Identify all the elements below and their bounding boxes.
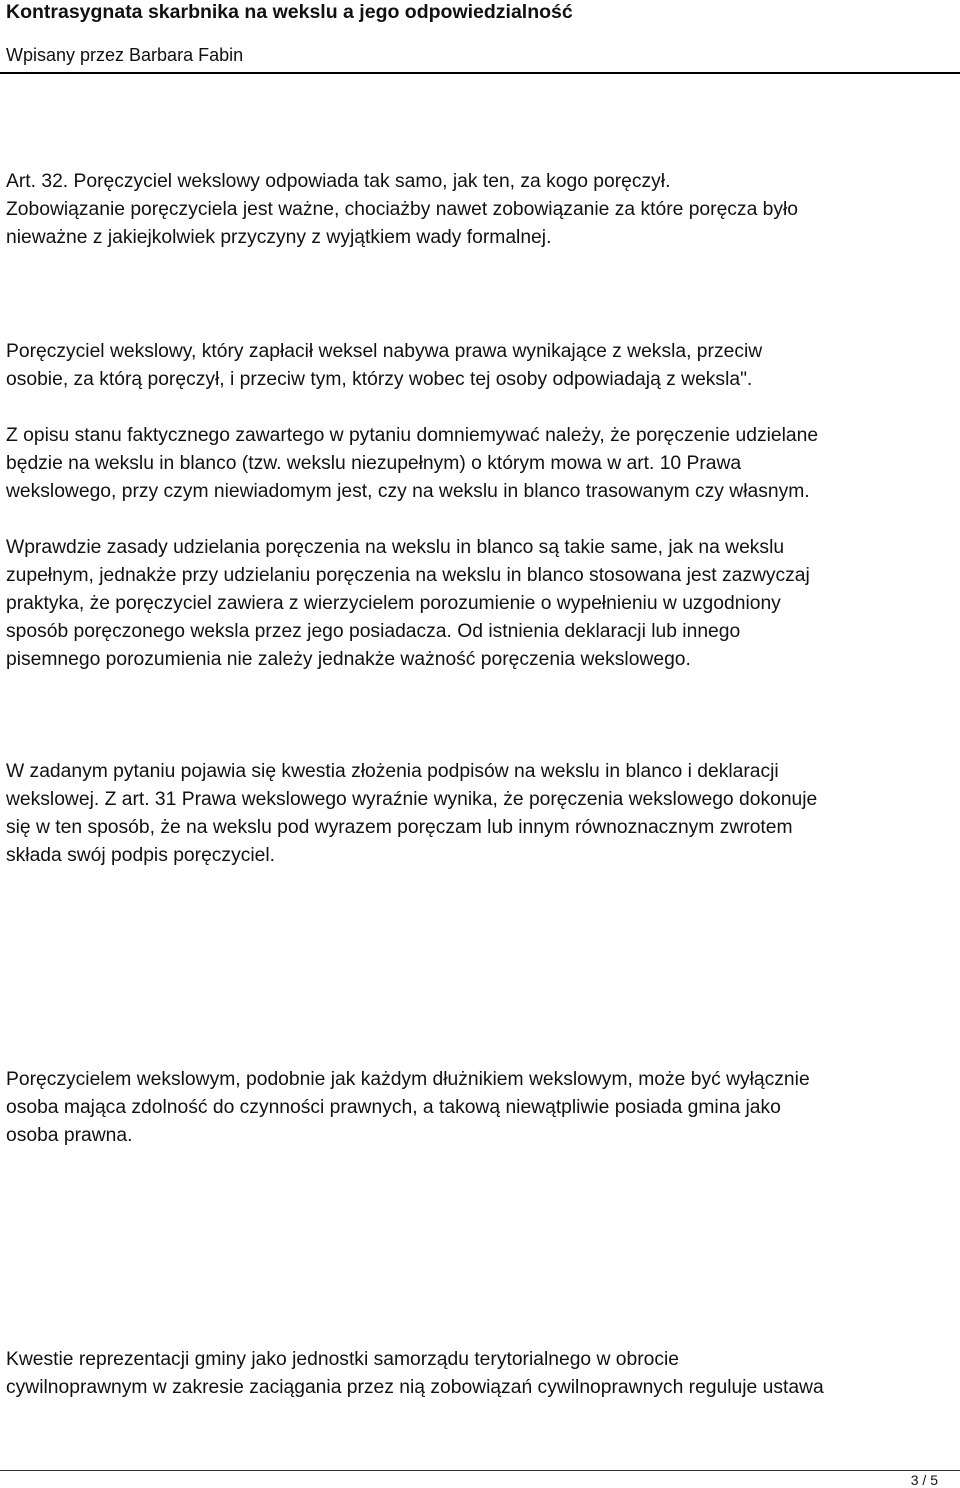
text-line: Poręczycielem wekslowym, podobnie jak każdym dłużnikiem wekslowym, może być wyłącznie [6, 1069, 810, 1090]
text-line: cywilnoprawnym w zakresie zaciągania przez nią zobowiązań cywilnoprawnych reguluje ustawa [6, 1377, 824, 1398]
text-line: osobie, za którą poręczył, i przeciw tym, którzy wobec tej osoby odpowiadają z weksla". [6, 369, 753, 390]
text-line: sposób poręczonego weksla przez jego posiadacza. Od istnienia deklaracji lub innego [6, 621, 741, 642]
text-line: Art. 32. Poręczyciel wekslowy odpowiada tak samo, jak ten, za kogo poręczył. [6, 171, 671, 192]
paragraph-poreczyciel-prawa [6, 338, 958, 394]
text-line: Poręczyciel wekslowy, który zapłacił weksel nabywa prawa wynikające z weksla, przeciw [6, 341, 763, 362]
text-line: Z opisu stanu faktycznego zawartego w pytaniu domniemywać należy, że poręczenie udzielane [6, 425, 819, 446]
document-title: Kontrasygnata skarbnika na wekslu a jego odpowiedzialność [6, 1, 573, 23]
document-header [0, 0, 960, 74]
page-number: 3 / 5 [910, 1472, 938, 1488]
paragraph-opis-stanu [6, 422, 958, 506]
text-line: Kwestie reprezentacji gminy jako jednostki samorządu terytorialnego w obrocie [6, 1349, 680, 1370]
text-line: wekslowej. Z art. 31 Prawa wekslowego wyraźnie wynika, że poręczenia wekslowego dokonuje [6, 789, 818, 810]
paragraph-zasady-poreczenia [6, 534, 958, 674]
text-line: składa swój podpis poręczyciel. [6, 845, 275, 866]
text-line: zupełnym, jednakże przy udzielaniu poręczenia na wekslu in blanco stosowana jest zazwyczaj [6, 565, 810, 586]
text-line: wekslowego, przy czym niewiadomym jest, czy na wekslu in blanco trasowanym czy własnym. [6, 481, 810, 502]
text-line: Zobowiązanie poręczyciela jest ważne, chociażby nawet zobowiązanie za które poręcza było [6, 199, 799, 220]
paragraph-art-32 [6, 168, 958, 252]
text-line: się w ten sposób, że na wekslu pod wyrazem poręczam lub innym równoznacznym zwrotem [6, 817, 793, 838]
text-line: nieważne z jakiejkolwiek przyczyny z wyjątkiem wady formalnej. [6, 227, 552, 248]
text-line: osoba mająca zdolność do czynności prawnych, a takową niewątpliwie posiada gmina jako [6, 1097, 781, 1118]
text-line: pisemnego porozumienia nie zależy jednakże ważność poręczenia wekslowego. [6, 649, 691, 670]
text-line: Wprawdzie zasady udzielania poręczenia na wekslu in blanco są takie same, jak na wekslu [6, 537, 785, 558]
document-author: Wpisany przez Barbara Fabin [6, 45, 244, 65]
text-line: W zadanym pytaniu pojawia się kwestia złożenia podpisów na wekslu in blanco i deklaracji [6, 761, 779, 782]
text-line: praktyka, że poręczyciel zawiera z wierzycielem porozumienie o wypełnieniu w uzgodniony [6, 593, 781, 614]
text-line: będzie na wekslu in blanco (tzw. wekslu niezupełnym) o którym mowa w art. 10 Prawa [6, 453, 742, 474]
paragraph-reprezentacja-gminy [6, 1346, 958, 1402]
footer-divider [0, 1470, 960, 1471]
text-line: osoba prawna. [6, 1125, 133, 1146]
paragraph-podpisy [6, 758, 958, 870]
paragraph-zdolnosc-prawna [6, 1066, 958, 1150]
